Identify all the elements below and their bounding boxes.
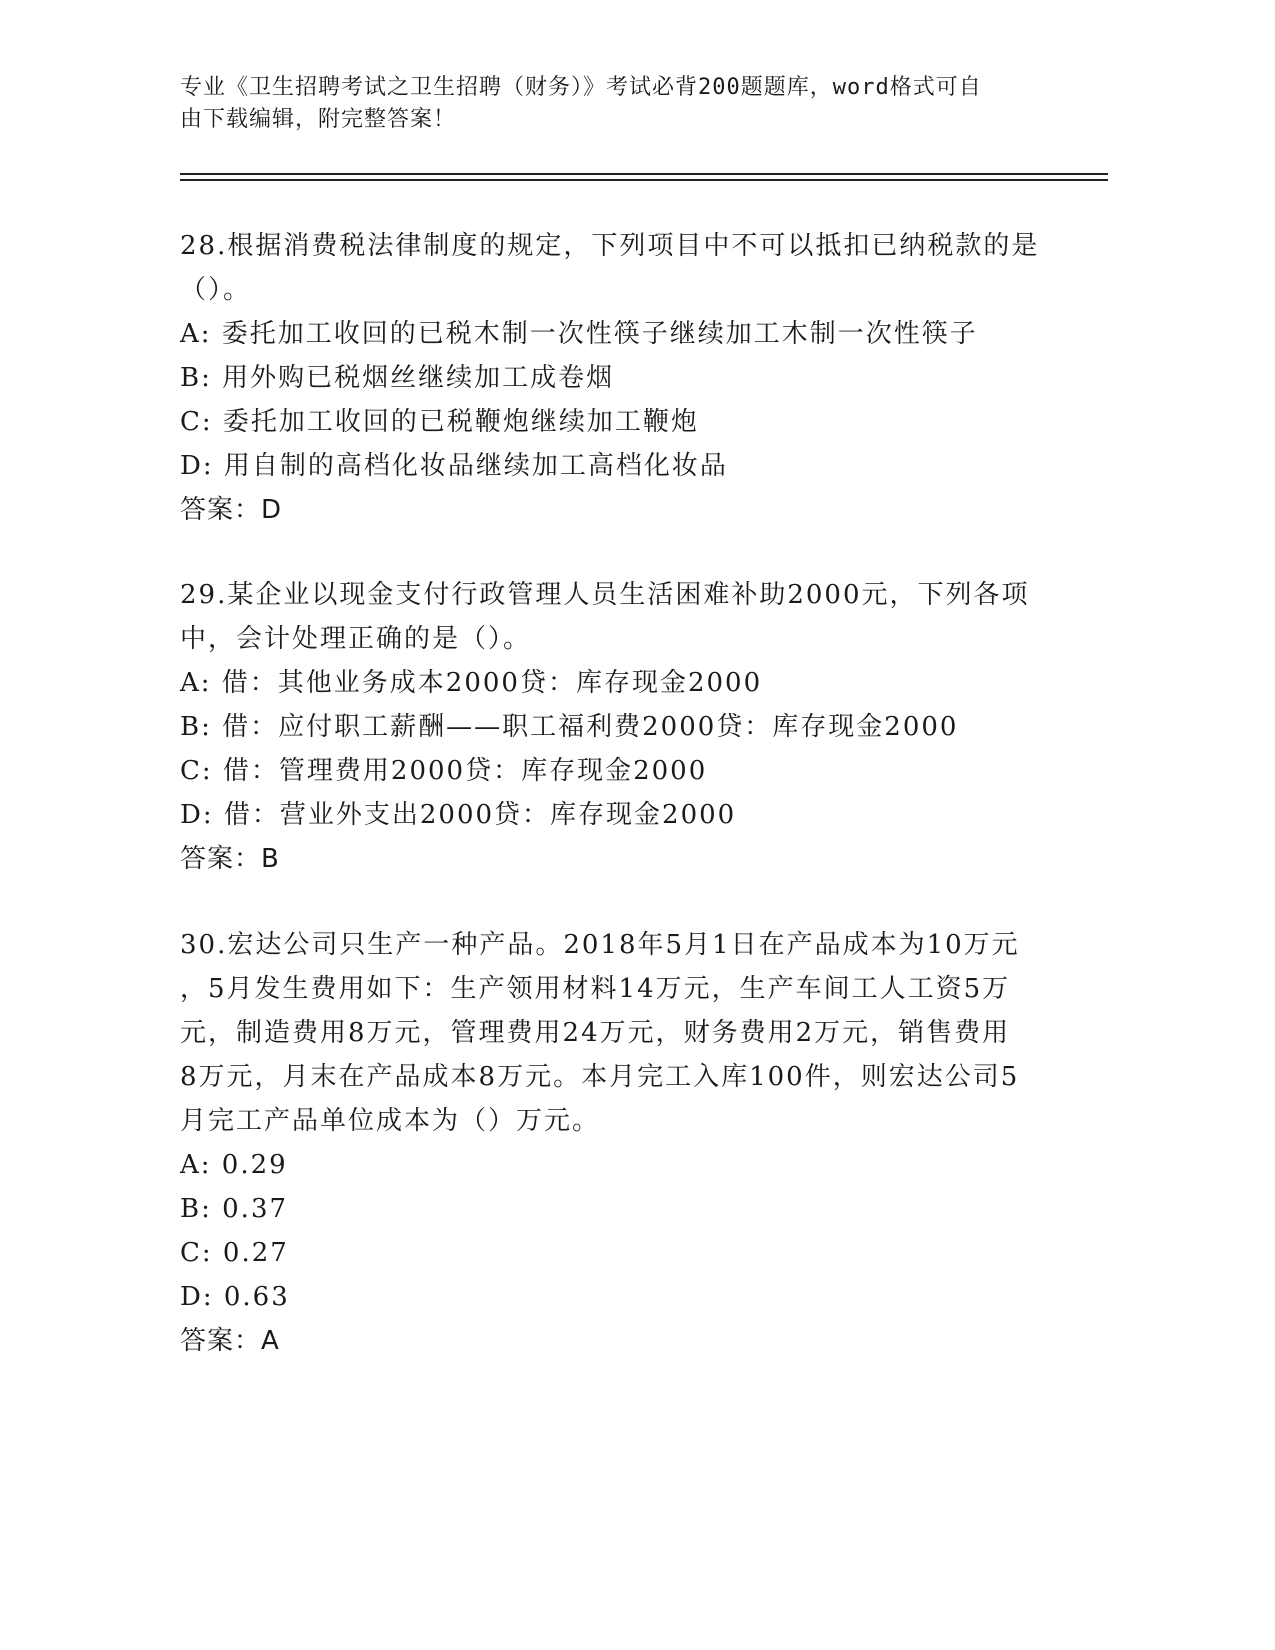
- option-d: D: 用自制的高档化妆品继续加工高档化妆品: [180, 451, 728, 481]
- question-stem-line: 29.某企业以现金支付行政管理人员生活困难补助2000元，下列各项: [180, 580, 1030, 610]
- question-28: [180, 224, 1060, 532]
- document-header: [180, 72, 1040, 136]
- question-stem-line: 8万元，月末在产品成本8万元。本月完工入库100件，则宏达公司5: [180, 1062, 1020, 1092]
- question-stem-line: 元，制造费用8万元，管理费用24万元，财务费用2万元，销售费用: [180, 1018, 1011, 1048]
- header-line-2: 由下载编辑，附完整答案！: [180, 107, 457, 132]
- question-stem-line: （）。: [180, 275, 252, 305]
- header-divider-bottom: [180, 179, 1108, 181]
- question-30: [180, 923, 1060, 1363]
- answer-label: 答案：D: [180, 495, 283, 525]
- option-c: C: 0.27: [180, 1238, 289, 1268]
- answer-label: 答案：B: [180, 844, 280, 874]
- question-stem-line: ，5月发生费用如下：生产领用材料14万元，生产车间工人工资5万: [180, 974, 1011, 1004]
- question-stem-line: 月完工产品单位成本为（）万元。: [180, 1106, 601, 1136]
- header-line-1: 专业《卫生招聘考试之卫生招聘（财务）》考试必背200题题库，word格式可自: [180, 75, 982, 100]
- option-b: B: 借：应付职工薪酬——职工福利费2000贷：库存现金2000: [180, 712, 959, 742]
- question-stem-line: 中，会计处理正确的是（）。: [180, 624, 532, 654]
- option-d: D: 0.63: [180, 1282, 290, 1312]
- option-a: A: 委托加工收回的已税木制一次性筷子继续加工木制一次性筷子: [180, 319, 978, 349]
- option-c: C: 委托加工收回的已税鞭炮继续加工鞭炮: [180, 407, 699, 437]
- option-a: A: 借：其他业务成本2000贷：库存现金2000: [180, 668, 763, 698]
- question-stem-line: 30.宏达公司只生产一种产品。2018年5月1日在产品成本为10万元: [180, 930, 1020, 960]
- option-d: D: 借：营业外支出2000贷：库存现金2000: [180, 800, 737, 830]
- question-stem-line: 28.根据消费税法律制度的规定，下列项目中不可以抵扣已纳税款的是: [180, 231, 1040, 261]
- question-29: [180, 573, 1060, 881]
- header-divider-top: [180, 173, 1108, 175]
- option-a: A: 0.29: [180, 1150, 288, 1180]
- option-b: B: 0.37: [180, 1194, 289, 1224]
- option-b: B: 用外购已税烟丝继续加工成卷烟: [180, 363, 615, 393]
- option-c: C: 借：管理费用2000贷：库存现金2000: [180, 756, 708, 786]
- answer-label: 答案：A: [180, 1326, 280, 1356]
